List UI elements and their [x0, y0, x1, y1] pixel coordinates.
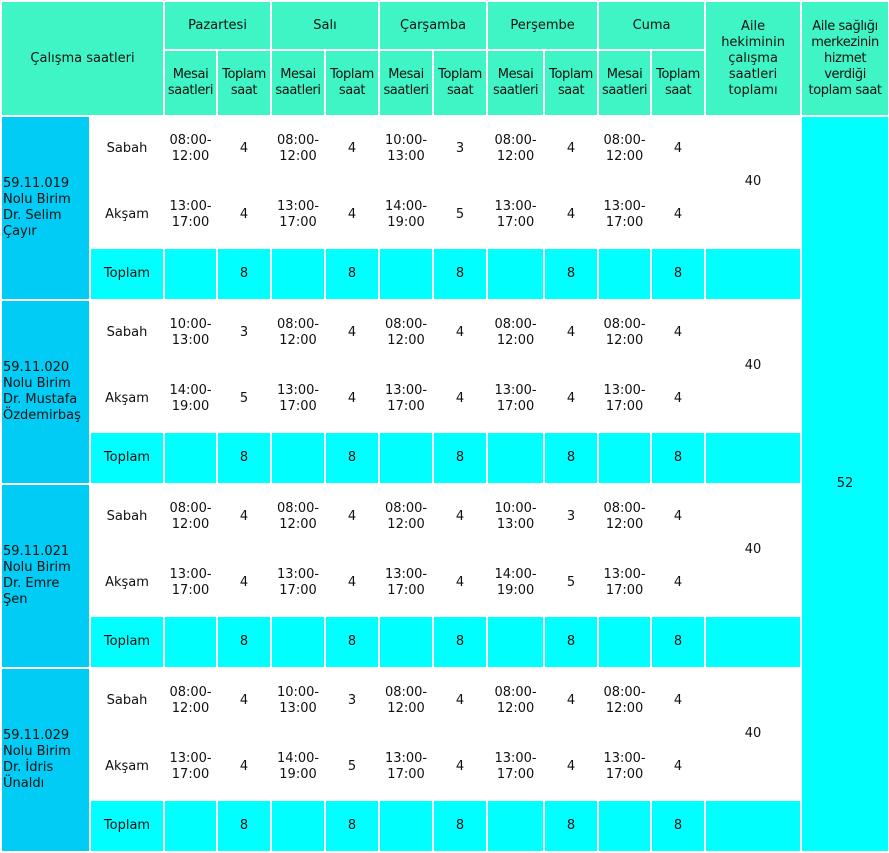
- mesai-time: 08:00- 12:00: [380, 301, 432, 365]
- shift-hours: 3: [434, 117, 486, 181]
- shift-hours: 4: [652, 301, 704, 365]
- weekly-total-empty: [706, 433, 800, 483]
- header-mesai-saatleri: Mesai saatleri: [488, 51, 543, 115]
- header-aile-hekimi-toplam: Aile hekiminin çalışma saatleri toplamı: [706, 2, 800, 115]
- shift-hours: 4: [434, 551, 486, 615]
- shift-hours: 5: [326, 735, 378, 799]
- mesai-time: 14:00- 19:00: [165, 367, 216, 431]
- mesai-time: 13:00- 17:00: [599, 551, 650, 615]
- merkez-total: 52: [802, 117, 888, 851]
- table-row: [2, 433, 888, 483]
- daily-total: 8: [652, 433, 704, 483]
- unit-name-cell: [2, 669, 89, 851]
- mesai-empty: [599, 249, 650, 299]
- mesai-time: 08:00- 12:00: [599, 117, 650, 181]
- shift-hours: 3: [218, 301, 270, 365]
- mesai-time: 13:00- 17:00: [380, 551, 432, 615]
- daily-total: 8: [652, 249, 704, 299]
- shift-hours: 4: [545, 367, 597, 431]
- daily-total: 8: [434, 801, 486, 851]
- daily-total: 8: [434, 249, 486, 299]
- mesai-time: 08:00- 12:00: [272, 301, 324, 365]
- shift-label: Toplam: [91, 249, 163, 299]
- daily-total: 8: [545, 433, 597, 483]
- doctor-weekly-total: 40: [706, 117, 800, 247]
- unit-name: 59.11.029 Nolu Birim Dr. İdris Ünaldı: [3, 728, 71, 791]
- mesai-time: 13:00- 17:00: [165, 735, 216, 799]
- mesai-time: 13:00- 17:00: [380, 367, 432, 431]
- header-toplam-saat: Toplam saat: [326, 51, 378, 115]
- shift-hours: 4: [652, 367, 704, 431]
- daily-total: 8: [434, 433, 486, 483]
- header-day: Çarşamba: [380, 2, 486, 49]
- mesai-empty: [380, 249, 432, 299]
- shift-hours: 4: [326, 367, 378, 431]
- mesai-time: 13:00- 17:00: [272, 183, 324, 247]
- daily-total: 8: [218, 249, 270, 299]
- daily-total: 8: [652, 801, 704, 851]
- mesai-time: 13:00- 17:00: [599, 735, 650, 799]
- daily-total: 8: [326, 801, 378, 851]
- shift-hours: 4: [326, 301, 378, 365]
- shift-hours: 4: [652, 117, 704, 181]
- header-mesai-saatleri: Mesai saatleri: [272, 51, 324, 115]
- weekly-total-empty: [706, 249, 800, 299]
- mesai-empty: [272, 433, 324, 483]
- mesai-empty: [599, 617, 650, 667]
- shift-hours: 4: [434, 367, 486, 431]
- table-row: [2, 117, 888, 181]
- daily-total: 8: [545, 617, 597, 667]
- mesai-empty: [599, 801, 650, 851]
- unit-name-cell: [2, 485, 89, 667]
- shift-label: Sabah: [91, 485, 163, 549]
- mesai-time: 08:00- 12:00: [272, 485, 324, 549]
- mesai-time: 14:00- 19:00: [380, 183, 432, 247]
- mesai-empty: [165, 249, 216, 299]
- table-row: [2, 301, 888, 365]
- shift-hours: 4: [218, 485, 270, 549]
- mesai-time: 08:00- 12:00: [165, 485, 216, 549]
- mesai-time: 08:00- 12:00: [599, 669, 650, 733]
- mesai-time: 10:00- 13:00: [488, 485, 543, 549]
- doctor-weekly-total: 40: [706, 485, 800, 615]
- mesai-time: 10:00- 13:00: [165, 301, 216, 365]
- table-row: [2, 801, 888, 851]
- shift-label: Toplam: [91, 801, 163, 851]
- daily-total: 8: [218, 617, 270, 667]
- mesai-empty: [165, 617, 216, 667]
- shift-hours: 4: [652, 669, 704, 733]
- shift-hours: 5: [545, 551, 597, 615]
- mesai-time: 13:00- 17:00: [165, 183, 216, 247]
- mesai-time: 13:00- 17:00: [599, 367, 650, 431]
- shift-hours: 5: [434, 183, 486, 247]
- shift-hours: 4: [545, 117, 597, 181]
- mesai-time: 08:00- 12:00: [599, 301, 650, 365]
- mesai-time: 13:00- 17:00: [488, 367, 543, 431]
- daily-total: 8: [326, 249, 378, 299]
- shift-hours: 4: [218, 183, 270, 247]
- header-toplam-saat: Toplam saat: [652, 51, 704, 115]
- mesai-empty: [272, 617, 324, 667]
- shift-hours: 4: [652, 485, 704, 549]
- header-toplam-saat: Toplam saat: [434, 51, 486, 115]
- mesai-empty: [272, 801, 324, 851]
- shift-hours: 4: [218, 117, 270, 181]
- shift-label: Sabah: [91, 669, 163, 733]
- shift-label: Akşam: [91, 735, 163, 799]
- header-mesai-saatleri: Mesai saatleri: [165, 51, 216, 115]
- mesai-time: 08:00- 12:00: [599, 485, 650, 549]
- shift-hours: 4: [434, 485, 486, 549]
- mesai-time: 13:00- 17:00: [272, 551, 324, 615]
- mesai-time: 08:00- 12:00: [380, 485, 432, 549]
- daily-total: 8: [326, 433, 378, 483]
- header-toplam-saat: Toplam saat: [218, 51, 270, 115]
- mesai-empty: [272, 249, 324, 299]
- shift-hours: 4: [218, 551, 270, 615]
- shift-hours: 4: [545, 735, 597, 799]
- mesai-time: 10:00- 13:00: [380, 117, 432, 181]
- shift-hours: 4: [326, 117, 378, 181]
- table-row: [2, 669, 888, 733]
- shift-hours: 4: [545, 183, 597, 247]
- unit-name: 59.11.019 Nolu Birim Dr. Selim Çayır: [3, 176, 71, 239]
- daily-total: 8: [545, 249, 597, 299]
- header-day: Perşembe: [488, 2, 597, 49]
- shift-label: Toplam: [91, 617, 163, 667]
- mesai-empty: [380, 617, 432, 667]
- shift-label: Sabah: [91, 117, 163, 181]
- mesai-time: 08:00- 12:00: [488, 117, 543, 181]
- doctor-weekly-total: 40: [706, 669, 800, 799]
- mesai-time: 13:00- 17:00: [488, 735, 543, 799]
- unit-name-cell: [2, 117, 89, 299]
- mesai-time: 13:00- 17:00: [380, 735, 432, 799]
- table-row: [2, 617, 888, 667]
- mesai-empty: [165, 801, 216, 851]
- mesai-time: 08:00- 12:00: [488, 669, 543, 733]
- mesai-time: 08:00- 12:00: [380, 669, 432, 733]
- shift-hours: 4: [326, 485, 378, 549]
- shift-hours: 3: [326, 669, 378, 733]
- shift-label: Toplam: [91, 433, 163, 483]
- shift-hours: 4: [652, 183, 704, 247]
- unit-name-cell: [2, 301, 89, 483]
- shift-label: Akşam: [91, 551, 163, 615]
- shift-label: Akşam: [91, 183, 163, 247]
- header-day: Cuma: [599, 2, 704, 49]
- header-day: Salı: [272, 2, 378, 49]
- shift-hours: 4: [434, 301, 486, 365]
- shift-label: Sabah: [91, 301, 163, 365]
- mesai-time: 13:00- 17:00: [272, 367, 324, 431]
- header-merkez-toplam: Aile sağlığı merkezinin hizmet verdiği toplam saat: [802, 2, 888, 115]
- shift-hours: 4: [434, 735, 486, 799]
- mesai-empty: [380, 801, 432, 851]
- header-calisma-saatleri: Çalışma saatleri: [2, 2, 163, 115]
- daily-total: 8: [434, 617, 486, 667]
- unit-name: 59.11.021 Nolu Birim Dr. Emre Şen: [3, 544, 71, 607]
- shift-hours: 4: [218, 669, 270, 733]
- mesai-time: 08:00- 12:00: [165, 669, 216, 733]
- mesai-time: 13:00- 17:00: [599, 183, 650, 247]
- daily-total: 8: [652, 617, 704, 667]
- header-mesai-saatleri: Mesai saatleri: [380, 51, 432, 115]
- daily-total: 8: [218, 433, 270, 483]
- mesai-time: 08:00- 12:00: [165, 117, 216, 181]
- mesai-time: 13:00- 17:00: [488, 183, 543, 247]
- shift-hours: 4: [545, 669, 597, 733]
- daily-total: 8: [545, 801, 597, 851]
- header-mesai-saatleri: Mesai saatleri: [599, 51, 650, 115]
- mesai-time: 08:00- 12:00: [488, 301, 543, 365]
- mesai-empty: [380, 433, 432, 483]
- shift-hours: 4: [545, 301, 597, 365]
- shift-hours: 4: [326, 551, 378, 615]
- header-toplam-saat: Toplam saat: [545, 51, 597, 115]
- shift-hours: 4: [326, 183, 378, 247]
- mesai-empty: [488, 801, 543, 851]
- weekly-total-empty: [706, 801, 800, 851]
- mesai-empty: [488, 433, 543, 483]
- shift-hours: 5: [218, 367, 270, 431]
- table-row: [2, 485, 888, 549]
- mesai-empty: [488, 617, 543, 667]
- shift-hours: 4: [218, 735, 270, 799]
- mesai-time: 14:00- 19:00: [488, 551, 543, 615]
- header-day: Pazartesi: [165, 2, 270, 49]
- mesai-time: 08:00- 12:00: [272, 117, 324, 181]
- shift-hours: 4: [652, 735, 704, 799]
- mesai-time: 10:00- 13:00: [272, 669, 324, 733]
- weekly-total-empty: [706, 617, 800, 667]
- table-row: [2, 249, 888, 299]
- shift-hours: 4: [434, 669, 486, 733]
- shift-hours: 4: [652, 551, 704, 615]
- daily-total: 8: [326, 617, 378, 667]
- doctor-weekly-total: 40: [706, 301, 800, 431]
- mesai-time: 14:00- 19:00: [272, 735, 324, 799]
- mesai-empty: [165, 433, 216, 483]
- shift-hours: 3: [545, 485, 597, 549]
- mesai-empty: [599, 433, 650, 483]
- unit-name: 59.11.020 Nolu Birim Dr. Mustafa Özdemirbaş: [3, 360, 81, 423]
- mesai-empty: [488, 249, 543, 299]
- shift-label: Akşam: [91, 367, 163, 431]
- mesai-time: 13:00- 17:00: [165, 551, 216, 615]
- daily-total: 8: [218, 801, 270, 851]
